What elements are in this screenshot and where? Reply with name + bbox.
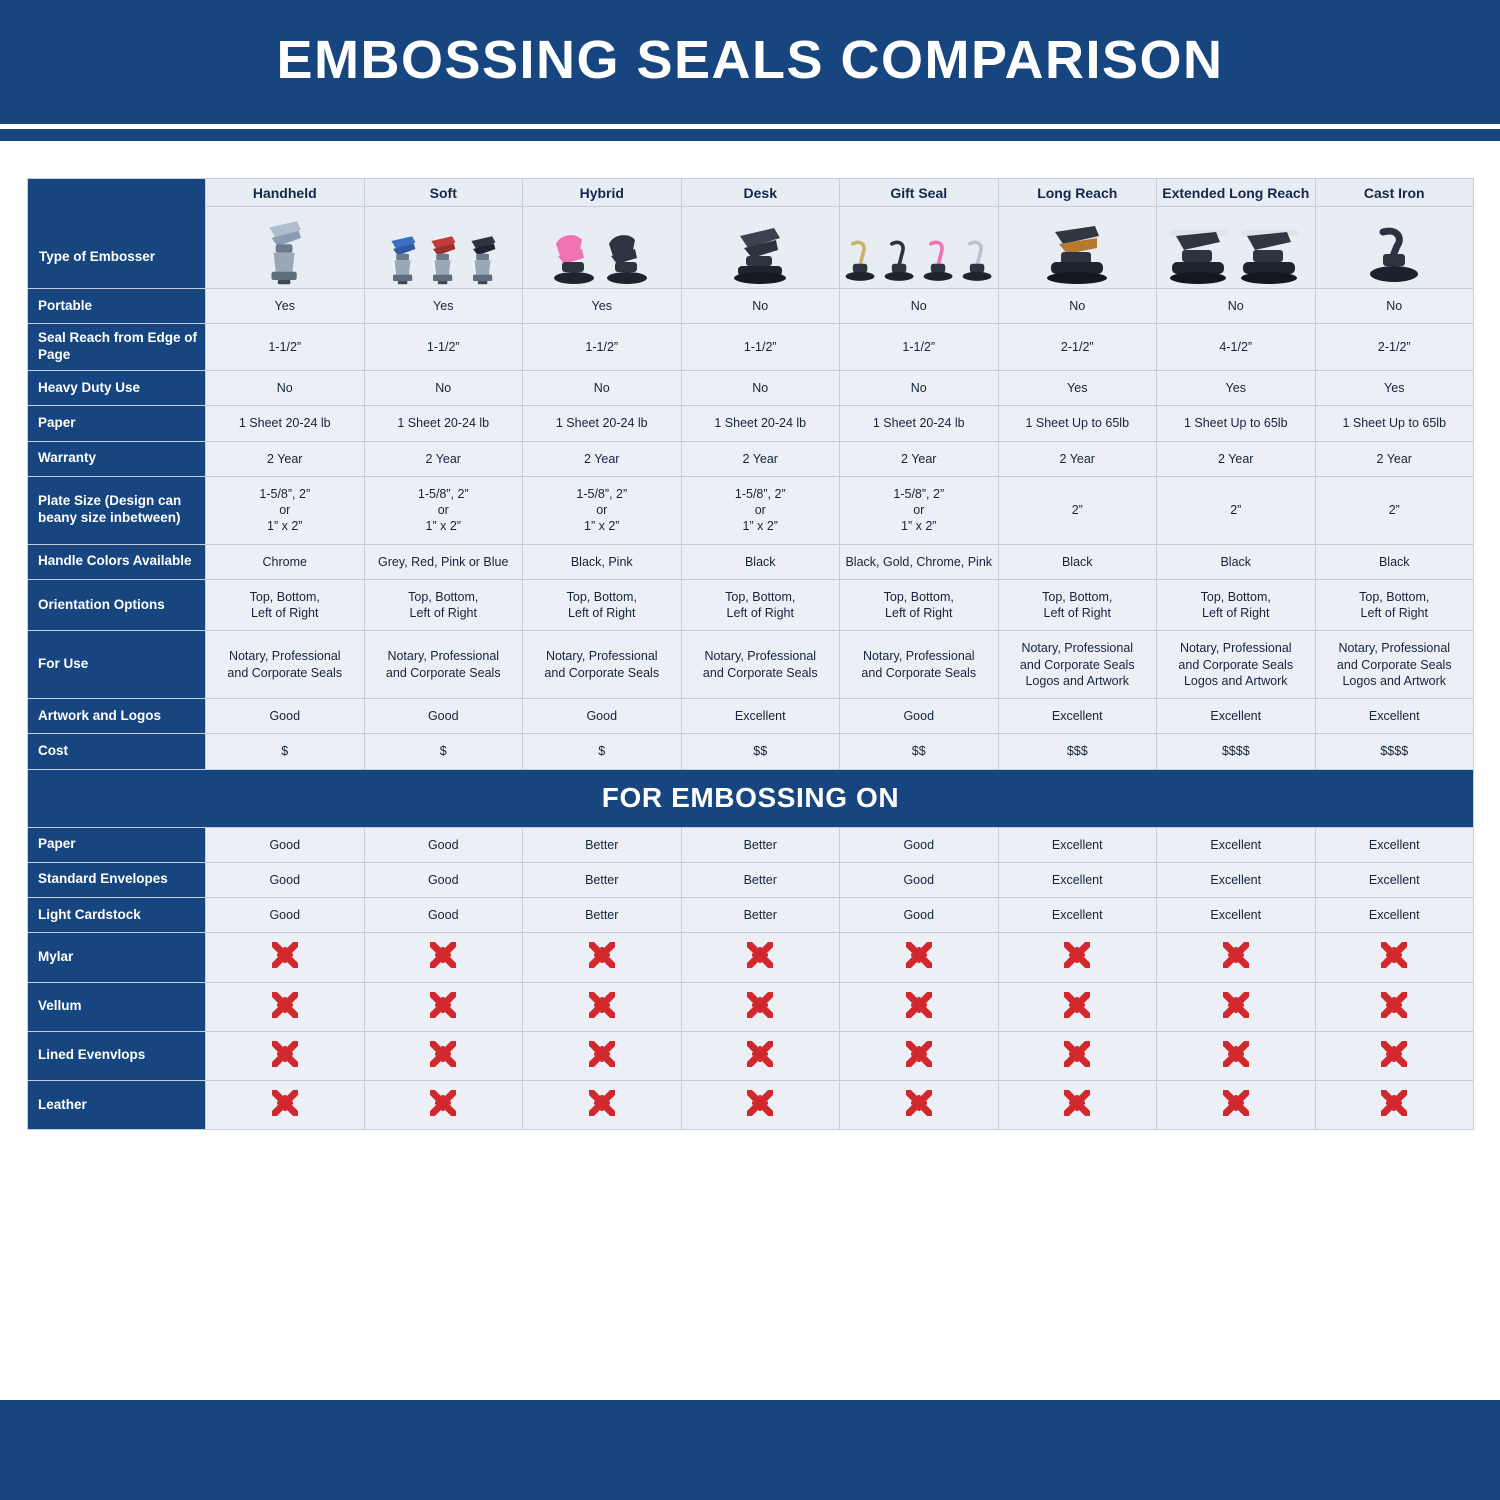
cell-r5-c5: 2” — [998, 476, 1157, 544]
embossing-cell-r4-c6 — [1157, 982, 1316, 1031]
table-row — [28, 827, 1474, 862]
cell-r1-c7: 2-1/2” — [1315, 324, 1474, 371]
cell-r2-c6: Yes — [1157, 371, 1316, 406]
cell-r0-c5: No — [998, 289, 1157, 324]
footer-band — [0, 1400, 1500, 1500]
embossing-row-label-0: Paper — [28, 827, 206, 862]
column-header-3: Desk — [681, 179, 840, 207]
gift-seal-embosser-icon — [840, 207, 999, 289]
table-row — [28, 699, 1474, 734]
embossing-row-label-4: Vellum — [28, 982, 206, 1031]
x-mark-icon — [1223, 942, 1249, 968]
x-mark-icon — [1064, 992, 1090, 1018]
embossing-cell-r1-c5: Excellent — [998, 862, 1157, 897]
x-mark-icon — [1381, 1041, 1407, 1067]
embossing-row-label-2: Light Cardstock — [28, 898, 206, 933]
embossing-cell-r5-c2 — [523, 1031, 682, 1080]
comparison-table — [27, 178, 1474, 1130]
embossing-cell-r6-c6 — [1157, 1081, 1316, 1130]
x-mark-icon — [430, 1041, 456, 1067]
embossing-cell-r5-c5 — [998, 1031, 1157, 1080]
embossing-cell-r4-c7 — [1315, 982, 1474, 1031]
embossing-cell-r5-c4 — [840, 1031, 999, 1080]
cell-r10-c6: $$$$ — [1157, 734, 1316, 769]
row-label-3: Paper — [28, 406, 206, 441]
cell-r3-c0: 1 Sheet 20-24 lb — [206, 406, 365, 441]
embossing-cell-r0-c5: Excellent — [998, 827, 1157, 862]
row-label-5: Plate Size (Design can beany size inbetween) — [28, 476, 206, 544]
cell-r3-c3: 1 Sheet 20-24 lb — [681, 406, 840, 441]
cell-r6-c6: Black — [1157, 544, 1316, 579]
cell-r1-c5: 2-1/2” — [998, 324, 1157, 371]
embossing-cell-r1-c3: Better — [681, 862, 840, 897]
cell-r8-c3: Notary, Professional and Corporate Seals — [681, 631, 840, 699]
table-row — [28, 544, 1474, 579]
cell-r7-c3: Top, Bottom, Left of Right — [681, 579, 840, 631]
cell-r5-c0: 1-5/8”, 2” or 1” x 2” — [206, 476, 365, 544]
x-mark-icon — [747, 1041, 773, 1067]
cell-r9-c2: Good — [523, 699, 682, 734]
table-row — [28, 1081, 1474, 1130]
embossing-cell-r0-c1: Good — [364, 827, 523, 862]
cell-r6-c0: Chrome — [206, 544, 365, 579]
cell-r9-c1: Good — [364, 699, 523, 734]
table-row — [28, 289, 1474, 324]
embossing-cell-r6-c4 — [840, 1081, 999, 1130]
desk-embosser-icon — [681, 207, 840, 289]
cell-r4-c4: 2 Year — [840, 441, 999, 476]
embossing-cell-r4-c2 — [523, 982, 682, 1031]
cell-r9-c0: Good — [206, 699, 365, 734]
embossing-cell-r1-c2: Better — [523, 862, 682, 897]
cell-r0-c7: No — [1315, 289, 1474, 324]
cell-r8-c6: Notary, Professional and Corporate Seals Logos and Artwork — [1157, 631, 1316, 699]
embossing-cell-r3-c1 — [364, 933, 523, 982]
cell-r4-c2: 2 Year — [523, 441, 682, 476]
embossing-cell-r0-c6: Excellent — [1157, 827, 1316, 862]
cell-r1-c1: 1-1/2” — [364, 324, 523, 371]
cell-r9-c3: Excellent — [681, 699, 840, 734]
x-mark-icon — [1064, 942, 1090, 968]
cell-r1-c0: 1-1/2” — [206, 324, 365, 371]
cell-r2-c1: No — [364, 371, 523, 406]
page-title: EMBOSSING SEALS COMPARISON — [276, 30, 1224, 90]
cell-r3-c6: 1 Sheet Up to 65lb — [1157, 406, 1316, 441]
table-row — [28, 982, 1474, 1031]
cell-r5-c2: 1-5/8”, 2” or 1” x 2” — [523, 476, 682, 544]
column-header-1: Soft — [364, 179, 523, 207]
embossing-cell-r0-c3: Better — [681, 827, 840, 862]
embossing-cell-r4-c0 — [206, 982, 365, 1031]
embossing-cell-r3-c5 — [998, 933, 1157, 982]
embossing-cell-r3-c7 — [1315, 933, 1474, 982]
x-mark-icon — [272, 1041, 298, 1067]
embossing-cell-r6-c2 — [523, 1081, 682, 1130]
table-row — [28, 579, 1474, 631]
x-mark-icon — [906, 1090, 932, 1116]
column-header-2: Hybrid — [523, 179, 682, 207]
embossing-cell-r2-c7: Excellent — [1315, 898, 1474, 933]
cell-r6-c3: Black — [681, 544, 840, 579]
cell-r6-c1: Grey, Red, Pink or Blue — [364, 544, 523, 579]
embossing-cell-r5-c1 — [364, 1031, 523, 1080]
embossing-cell-r4-c5 — [998, 982, 1157, 1031]
embossing-cell-r1-c7: Excellent — [1315, 862, 1474, 897]
embossing-cell-r6-c5 — [998, 1081, 1157, 1130]
cell-r4-c5: 2 Year — [998, 441, 1157, 476]
cell-r7-c5: Top, Bottom, Left of Right — [998, 579, 1157, 631]
table-row — [28, 898, 1474, 933]
comparison-table-wrap — [27, 178, 1473, 1130]
cell-r7-c4: Top, Bottom, Left of Right — [840, 579, 999, 631]
x-mark-icon — [430, 992, 456, 1018]
embossing-cell-r5-c0 — [206, 1031, 365, 1080]
embossing-cell-r3-c3 — [681, 933, 840, 982]
embossing-cell-r3-c4 — [840, 933, 999, 982]
x-mark-icon — [1064, 1041, 1090, 1067]
cell-r0-c4: No — [840, 289, 999, 324]
table-row — [28, 734, 1474, 769]
section-banner-row — [28, 769, 1474, 827]
x-mark-icon — [1381, 942, 1407, 968]
table-row — [28, 631, 1474, 699]
cell-r10-c5: $$$ — [998, 734, 1157, 769]
x-mark-icon — [1381, 1090, 1407, 1116]
cell-r5-c6: 2” — [1157, 476, 1316, 544]
cell-r7-c7: Top, Bottom, Left of Right — [1315, 579, 1474, 631]
cell-r1-c2: 1-1/2” — [523, 324, 682, 371]
x-mark-icon — [1381, 992, 1407, 1018]
cell-r3-c5: 1 Sheet Up to 65lb — [998, 406, 1157, 441]
embossing-cell-r2-c5: Excellent — [998, 898, 1157, 933]
cell-r6-c7: Black — [1315, 544, 1474, 579]
row-label-9: Artwork and Logos — [28, 699, 206, 734]
cell-r6-c5: Black — [998, 544, 1157, 579]
cell-r0-c2: Yes — [523, 289, 682, 324]
x-mark-icon — [1223, 992, 1249, 1018]
embossing-cell-r5-c7 — [1315, 1031, 1474, 1080]
row-label-1: Seal Reach from Edge of Page — [28, 324, 206, 371]
cell-r3-c4: 1 Sheet 20-24 lb — [840, 406, 999, 441]
x-mark-icon — [906, 1041, 932, 1067]
row-label-10: Cost — [28, 734, 206, 769]
cell-r8-c5: Notary, Professional and Corporate Seals Logos and Artwork — [998, 631, 1157, 699]
handheld-embosser-icon — [206, 207, 365, 289]
x-mark-icon — [906, 942, 932, 968]
cell-r9-c7: Excellent — [1315, 699, 1474, 734]
embossing-cell-r2-c2: Better — [523, 898, 682, 933]
x-mark-icon — [589, 1041, 615, 1067]
x-mark-icon — [589, 942, 615, 968]
x-mark-icon — [589, 1090, 615, 1116]
cell-r5-c4: 1-5/8”, 2” or 1” x 2” — [840, 476, 999, 544]
embossing-cell-r4-c1 — [364, 982, 523, 1031]
cell-r10-c3: $$ — [681, 734, 840, 769]
embossing-cell-r2-c3: Better — [681, 898, 840, 933]
cell-r2-c7: Yes — [1315, 371, 1474, 406]
column-header-7: Cast Iron — [1315, 179, 1474, 207]
cell-r5-c1: 1-5/8”, 2” or 1” x 2” — [364, 476, 523, 544]
cell-r3-c1: 1 Sheet 20-24 lb — [364, 406, 523, 441]
cell-r7-c6: Top, Bottom, Left of Right — [1157, 579, 1316, 631]
x-mark-icon — [272, 942, 298, 968]
cell-r1-c3: 1-1/2” — [681, 324, 840, 371]
cell-r0-c0: Yes — [206, 289, 365, 324]
x-mark-icon — [906, 992, 932, 1018]
cell-r1-c6: 4-1/2” — [1157, 324, 1316, 371]
embossing-cell-r3-c2 — [523, 933, 682, 982]
cell-r9-c4: Good — [840, 699, 999, 734]
embossing-cell-r2-c1: Good — [364, 898, 523, 933]
cell-r8-c1: Notary, Professional and Corporate Seals — [364, 631, 523, 699]
cell-r2-c4: No — [840, 371, 999, 406]
cell-r10-c2: $ — [523, 734, 682, 769]
cell-r0-c6: No — [1157, 289, 1316, 324]
cell-r4-c3: 2 Year — [681, 441, 840, 476]
x-mark-icon — [747, 1090, 773, 1116]
column-header-4: Gift Seal — [840, 179, 999, 207]
x-mark-icon — [1064, 1090, 1090, 1116]
table-product-row — [28, 207, 1474, 289]
soft-embosser-icon — [364, 207, 523, 289]
cell-r8-c7: Notary, Professional and Corporate Seals Logos and Artwork — [1315, 631, 1474, 699]
embossing-cell-r0-c2: Better — [523, 827, 682, 862]
cell-r5-c3: 1-5/8”, 2” or 1” x 2” — [681, 476, 840, 544]
x-mark-icon — [430, 942, 456, 968]
cell-r2-c0: No — [206, 371, 365, 406]
cell-r8-c4: Notary, Professional and Corporate Seals — [840, 631, 999, 699]
cell-r8-c2: Notary, Professional and Corporate Seals — [523, 631, 682, 699]
cell-r9-c6: Excellent — [1157, 699, 1316, 734]
cell-r2-c3: No — [681, 371, 840, 406]
cell-r8-c0: Notary, Professional and Corporate Seals — [206, 631, 365, 699]
extended-long-reach-embosser-icon — [1157, 207, 1316, 289]
row-label-4: Warranty — [28, 441, 206, 476]
cell-r5-c7: 2” — [1315, 476, 1474, 544]
embossing-cell-r1-c0: Good — [206, 862, 365, 897]
embossing-cell-r2-c0: Good — [206, 898, 365, 933]
row-label-8: For Use — [28, 631, 206, 699]
header-band-lower — [0, 129, 1500, 141]
column-header-5: Long Reach — [998, 179, 1157, 207]
embossing-cell-r0-c7: Excellent — [1315, 827, 1474, 862]
table-row — [28, 441, 1474, 476]
hybrid-embosser-icon — [523, 207, 682, 289]
cell-r7-c2: Top, Bottom, Left of Right — [523, 579, 682, 631]
embossing-row-label-5: Lined Evenvlops — [28, 1031, 206, 1080]
cell-r4-c1: 2 Year — [364, 441, 523, 476]
table-row — [28, 324, 1474, 371]
embossing-cell-r1-c4: Good — [840, 862, 999, 897]
cell-r4-c7: 2 Year — [1315, 441, 1474, 476]
column-header-6: Extended Long Reach — [1157, 179, 1316, 207]
embossing-cell-r3-c6 — [1157, 933, 1316, 982]
embossing-cell-r0-c0: Good — [206, 827, 365, 862]
embossing-cell-r2-c6: Excellent — [1157, 898, 1316, 933]
embossing-cell-r3-c0 — [206, 933, 365, 982]
embossing-row-label-3: Mylar — [28, 933, 206, 982]
embossing-cell-r6-c3 — [681, 1081, 840, 1130]
cell-r10-c7: $$$$ — [1315, 734, 1474, 769]
cell-r10-c4: $$ — [840, 734, 999, 769]
cell-r0-c1: Yes — [364, 289, 523, 324]
embossing-cell-r4-c4 — [840, 982, 999, 1031]
table-row — [28, 406, 1474, 441]
x-mark-icon — [589, 992, 615, 1018]
cell-r7-c0: Top, Bottom, Left of Right — [206, 579, 365, 631]
x-mark-icon — [747, 992, 773, 1018]
cell-r4-c0: 2 Year — [206, 441, 365, 476]
long-reach-embosser-icon — [998, 207, 1157, 289]
corner-cell — [28, 179, 206, 289]
x-mark-icon — [272, 992, 298, 1018]
cell-r6-c2: Black, Pink — [523, 544, 682, 579]
row-label-7: Orientation Options — [28, 579, 206, 631]
cell-r0-c3: No — [681, 289, 840, 324]
row-label-6: Handle Colors Available — [28, 544, 206, 579]
embossing-cell-r2-c4: Good — [840, 898, 999, 933]
cell-r2-c5: Yes — [998, 371, 1157, 406]
embossing-cell-r1-c6: Excellent — [1157, 862, 1316, 897]
embossing-cell-r6-c0 — [206, 1081, 365, 1130]
cell-r9-c5: Excellent — [998, 699, 1157, 734]
cell-r3-c7: 1 Sheet Up to 65lb — [1315, 406, 1474, 441]
x-mark-icon — [1223, 1090, 1249, 1116]
table-row — [28, 371, 1474, 406]
embossing-cell-r4-c3 — [681, 982, 840, 1031]
column-header-0: Handheld — [206, 179, 365, 207]
table-row — [28, 1031, 1474, 1080]
x-mark-icon — [747, 942, 773, 968]
cell-r10-c0: $ — [206, 734, 365, 769]
embossing-row-label-1: Standard Envelopes — [28, 862, 206, 897]
cell-r7-c1: Top, Bottom, Left of Right — [364, 579, 523, 631]
table-row — [28, 476, 1474, 544]
x-mark-icon — [430, 1090, 456, 1116]
cell-r2-c2: No — [523, 371, 682, 406]
embossing-cell-r1-c1: Good — [364, 862, 523, 897]
x-mark-icon — [1223, 1041, 1249, 1067]
embossing-cell-r5-c6 — [1157, 1031, 1316, 1080]
embossing-cell-r6-c7 — [1315, 1081, 1474, 1130]
table-row — [28, 862, 1474, 897]
embossing-cell-r5-c3 — [681, 1031, 840, 1080]
section-banner: FOR EMBOSSING ON — [28, 769, 1474, 827]
row-label-2: Heavy Duty Use — [28, 371, 206, 406]
cell-r3-c2: 1 Sheet 20-24 lb — [523, 406, 682, 441]
cast-iron-embosser-icon — [1315, 207, 1474, 289]
cell-r10-c1: $ — [364, 734, 523, 769]
table-header-row — [28, 179, 1474, 207]
row-label-0: Portable — [28, 289, 206, 324]
embossing-row-label-6: Leather — [28, 1081, 206, 1130]
embossing-cell-r6-c1 — [364, 1081, 523, 1130]
cell-r4-c6: 2 Year — [1157, 441, 1316, 476]
row-label-type-of-embosser: Type of Embosser — [39, 249, 156, 264]
table-row — [28, 933, 1474, 982]
cell-r6-c4: Black, Gold, Chrome, Pink — [840, 544, 999, 579]
x-mark-icon — [272, 1090, 298, 1116]
embossing-cell-r0-c4: Good — [840, 827, 999, 862]
cell-r1-c4: 1-1/2” — [840, 324, 999, 371]
